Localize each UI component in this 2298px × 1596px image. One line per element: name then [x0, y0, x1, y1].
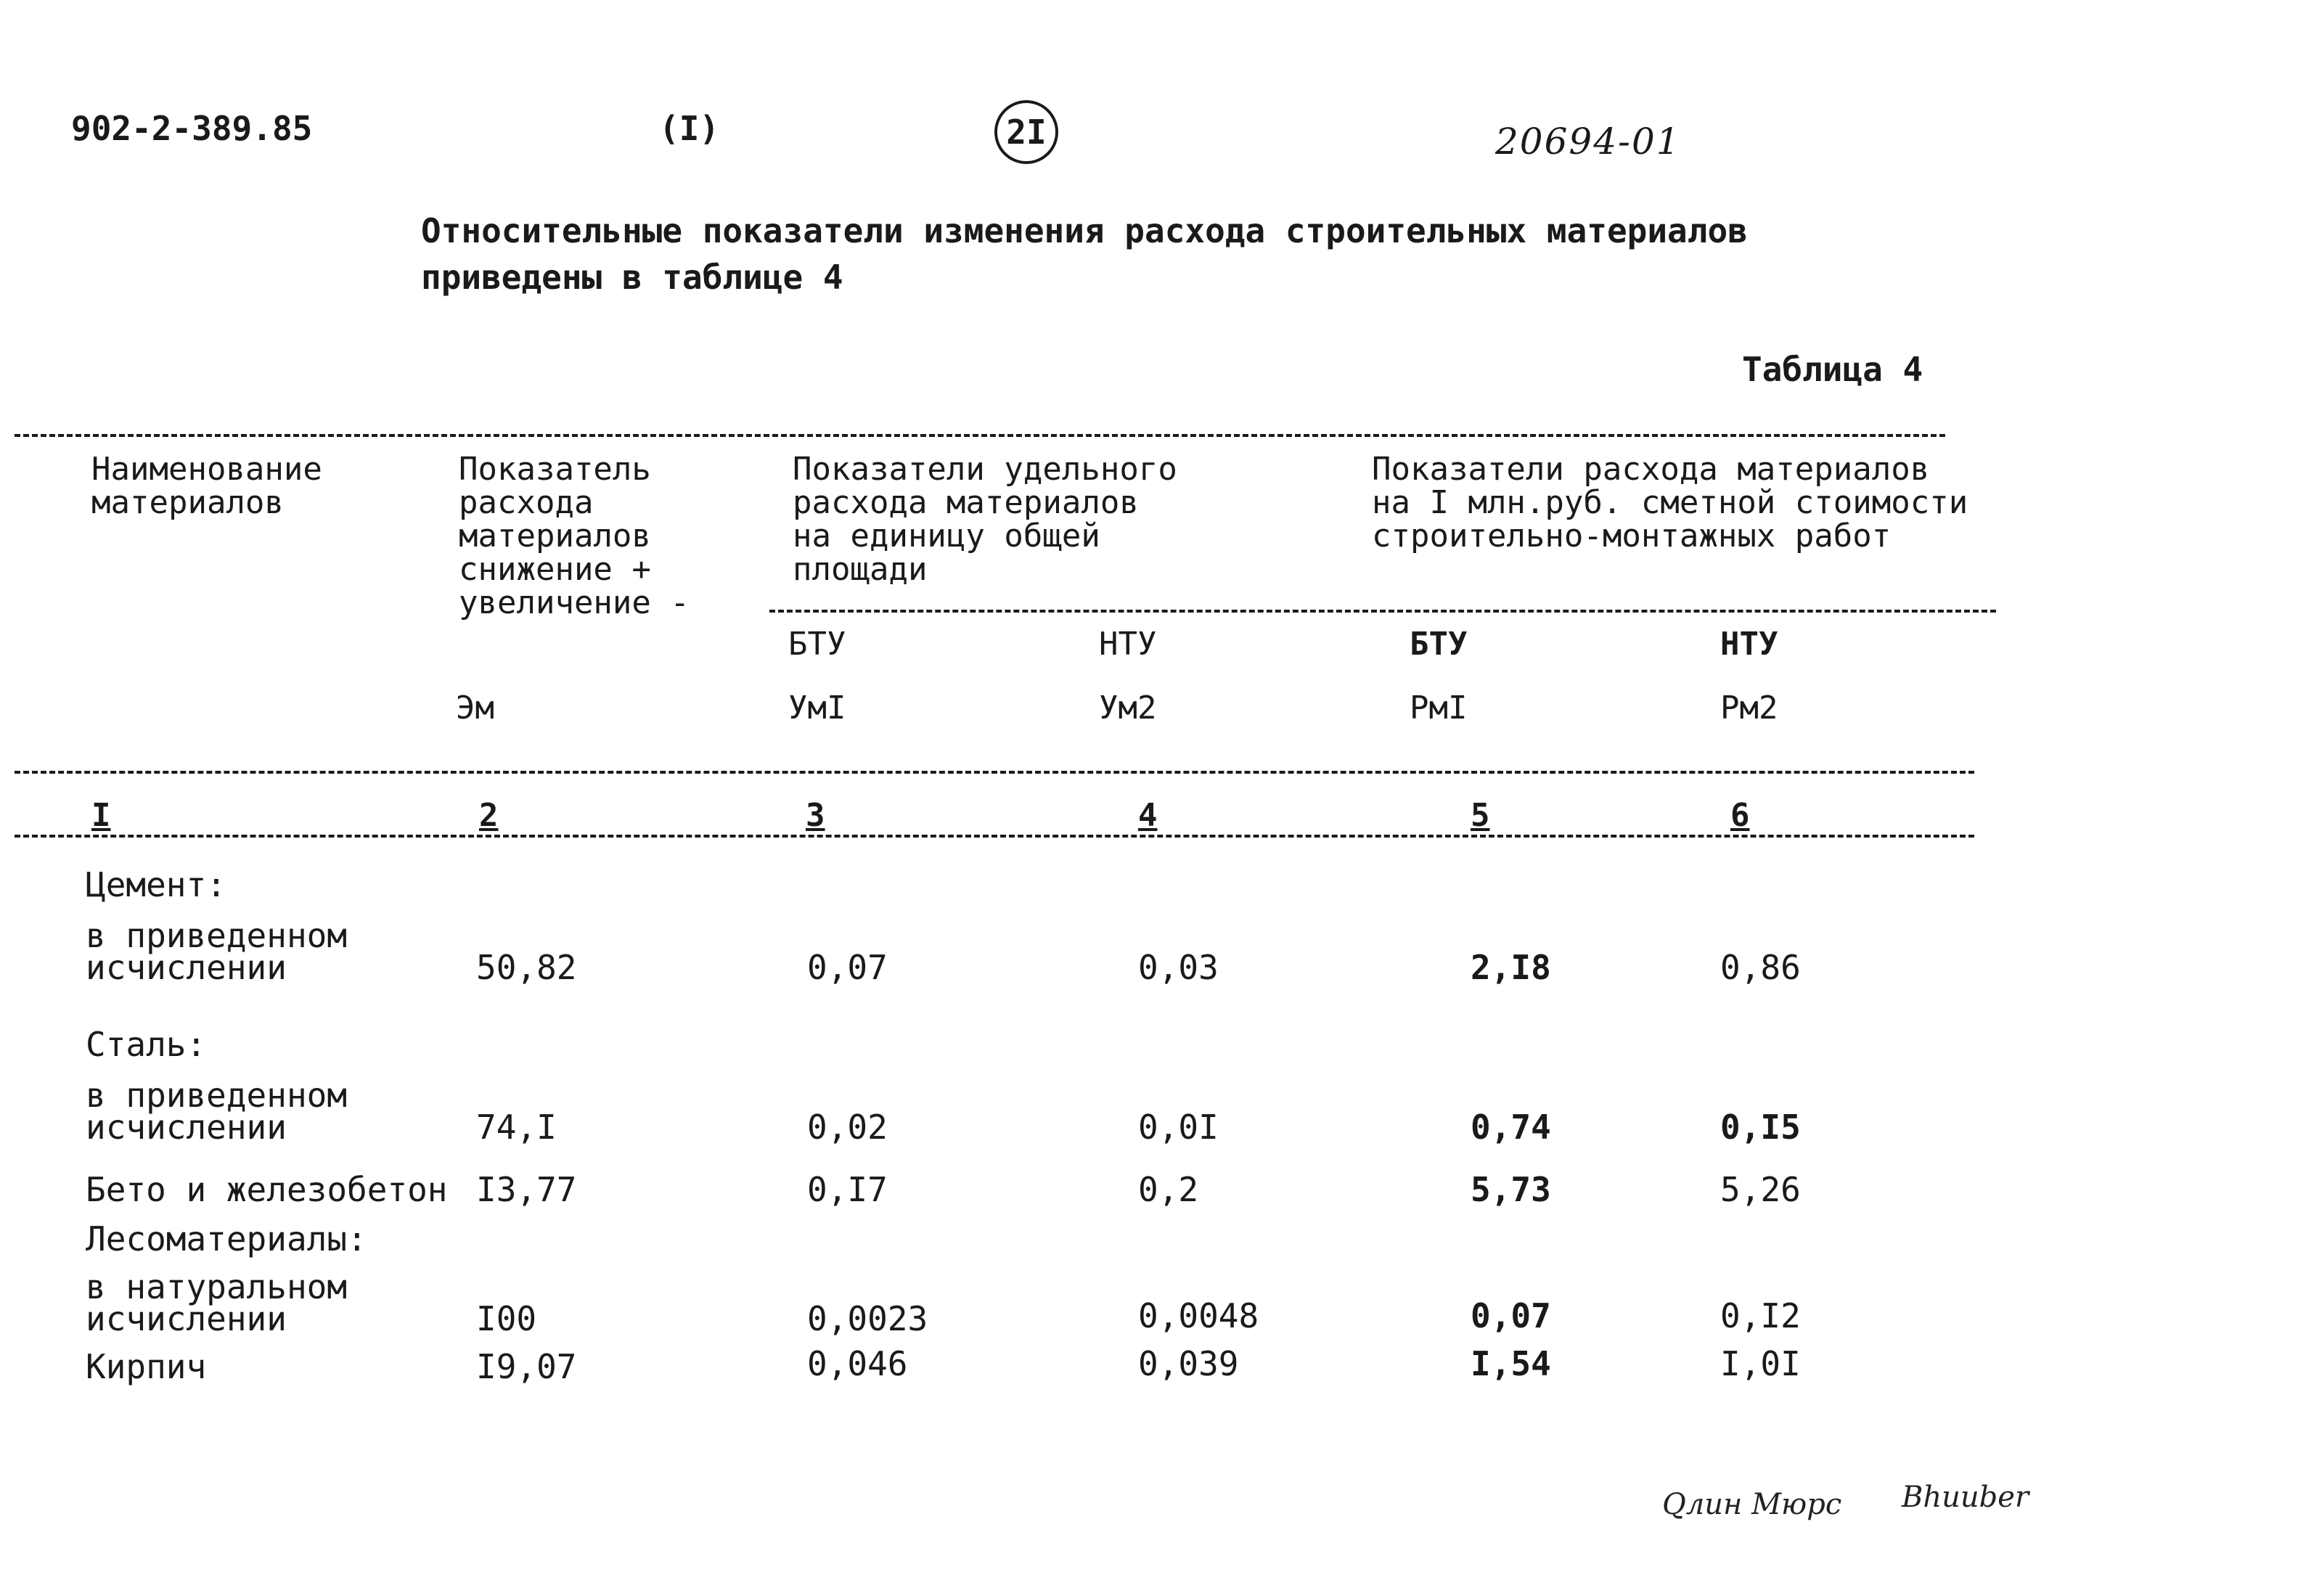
symbol-c4: Ум2: [1099, 689, 1157, 727]
column-number-5: 5: [1471, 797, 1490, 834]
table-cell: 0,I5: [1720, 1108, 1801, 1147]
table-cell: 0,07: [1471, 1296, 1551, 1335]
document-code: 902-2-389.85: [71, 109, 313, 148]
signature-2: Bhuuber: [1902, 1481, 2029, 1514]
table-cell: I,0I: [1720, 1344, 1801, 1383]
row-name-line1: в приведенном: [86, 916, 348, 955]
symbol-c2: Эм: [456, 689, 494, 727]
table-cell: 0,046: [807, 1344, 908, 1383]
table-cell: 0,0I: [1138, 1108, 1219, 1147]
page-number: 2I: [1006, 112, 1047, 152]
table-cell: 5,26: [1720, 1170, 1801, 1209]
symbol-c6: Рм2: [1720, 689, 1778, 727]
subheader-c4: НТУ: [1099, 626, 1157, 663]
group-label-timber: Лесоматериалы:: [86, 1219, 367, 1259]
row-name-line1: в натуральном: [86, 1267, 348, 1306]
table-cell: 0,0048: [1138, 1296, 1259, 1335]
page-number-circle: [994, 100, 1058, 164]
table-top-rule: [15, 434, 1945, 437]
column-number-4: 4: [1138, 797, 1158, 834]
table-cell: I3,77: [476, 1170, 577, 1209]
signature-1: Qлин Мюрс: [1662, 1488, 1842, 1521]
symbol-c5: РмI: [1410, 689, 1468, 727]
table-caption: Таблица 4: [1742, 350, 1923, 389]
row-name-brick: Кирпич: [86, 1347, 207, 1386]
part-number: (I): [659, 109, 720, 148]
row-name-line2: исчислении: [86, 948, 287, 987]
column-header-specific: Показатели удельного расхода материалов на единицу общей площади: [793, 451, 1177, 588]
group-label-cement: Цемент:: [86, 865, 226, 904]
table-cell: 2,I8: [1471, 948, 1551, 987]
table-cell: I,54: [1471, 1344, 1551, 1383]
group-label-steel: Сталь:: [86, 1025, 207, 1064]
table-cell: 0,039: [1138, 1344, 1239, 1383]
table-cell: 0,I7: [807, 1170, 888, 1209]
subheader-c6: НТУ: [1720, 626, 1778, 663]
table-cell: 0,86: [1720, 948, 1801, 987]
column-number-1: I: [91, 797, 111, 834]
table-cell: 0,2: [1138, 1170, 1199, 1209]
table-cell: I9,07: [476, 1347, 577, 1386]
table-cell: 74,I: [476, 1108, 557, 1147]
table-cell: 0,I2: [1720, 1296, 1801, 1335]
intro-line-1: Относительные показатели изменения расхода строительных материалов: [421, 211, 1748, 250]
table-cell: 0,07: [807, 948, 888, 987]
row-name-line2: исчислении: [86, 1108, 287, 1147]
row-name-line2: исчислении: [86, 1299, 287, 1338]
column-number-2: 2: [479, 797, 499, 834]
table-cell: 0,03: [1138, 948, 1219, 987]
column-numbers-rule: [15, 835, 1974, 838]
table-cell: 0,74: [1471, 1108, 1551, 1147]
row-name-concrete: Бето и железобетон: [86, 1170, 448, 1209]
table-cell: 5,73: [1471, 1170, 1551, 1209]
handwritten-stamp: 20694-01: [1495, 120, 1681, 163]
column-header-per-million: Показатели расхода материалов на I млн.руб. сметной стоимости строительно-монтажных работ: [1372, 451, 1968, 554]
table-cell: 0,02: [807, 1108, 888, 1147]
column-number-6: 6: [1730, 797, 1750, 834]
symbol-c3: УмI: [788, 689, 846, 727]
column-header-name: Наименование материалов: [91, 451, 322, 521]
table-cell: I00: [476, 1299, 537, 1338]
table-cell: 50,82: [476, 948, 577, 987]
subheader-c5: БТУ: [1410, 626, 1468, 663]
column-number-3: 3: [806, 797, 825, 834]
column-header-indicator: Показатель расхода материалов снижение + увеличение -: [459, 451, 690, 621]
header-bottom-rule: [15, 771, 1974, 774]
subheader-c3: БТУ: [788, 626, 846, 663]
table-cell: 0,0023: [807, 1299, 928, 1338]
row-name-line1: в приведенном: [86, 1076, 348, 1115]
subheader-rule: [769, 610, 1996, 613]
intro-line-2: приведены в таблице 4: [421, 258, 843, 297]
